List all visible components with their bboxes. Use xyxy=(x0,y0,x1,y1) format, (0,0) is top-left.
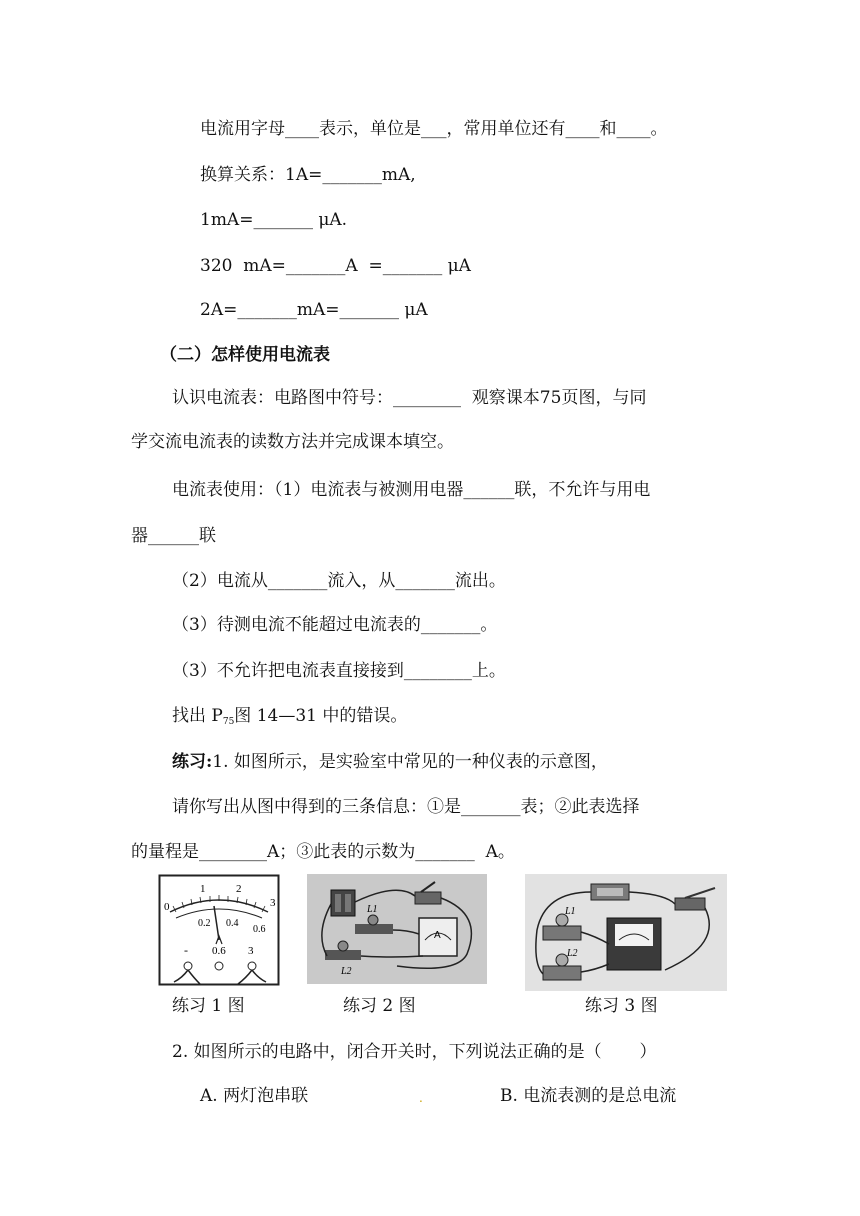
ammeter-symbol-line-1: 认识电流表：电路图中符号：________ 观察课本75页图，与同 xyxy=(172,388,647,408)
conversion-line-2a: 2A=_______mA=_______ μA xyxy=(200,300,428,320)
conversion-line-1ma: 1mA=_______ μA. xyxy=(200,210,348,230)
exercise-q2: 2. 如图所示的电路中，闭合开关时，下列说法正确的是（ ） xyxy=(172,1042,657,1062)
q2-option-a: A. 两灯泡串联 xyxy=(200,1086,309,1106)
find-prefix: 找出 P xyxy=(172,706,223,726)
usage-item-3a: （3）待测电流不能超过电流表的_______。 xyxy=(172,615,498,635)
terminal-0-6-label: 0.6 xyxy=(212,945,226,957)
scale-top-3: 3 xyxy=(270,897,276,909)
scale-top-0: 0 xyxy=(164,901,170,913)
scale-top-1: 1 xyxy=(200,883,206,895)
conversion-line-320ma: 320 mA=_______A =_______ μA xyxy=(200,256,471,276)
caption-figure-2: 练习 2 图 xyxy=(343,996,416,1016)
scale-bottom-0-4: 0.4 xyxy=(226,918,239,929)
fig2-label-l2: L2 xyxy=(341,966,352,977)
page-subscript: 75 xyxy=(222,717,235,727)
figure-ammeter-dial xyxy=(158,874,280,986)
fig2-meter-label: A xyxy=(434,930,441,941)
scale-bottom-0-6: 0.6 xyxy=(253,924,266,935)
exercise-label: 练习: xyxy=(172,752,213,772)
usage-item-2: （2）电流从_______流入，从_______流出。 xyxy=(172,571,506,591)
exercise-q1-line-3: 的量程是________A；③此表的示数为_______ A。 xyxy=(131,842,515,862)
exercise-q1-line-2: 请你写出从图中得到的三条信息：①是_______表；②此表选择 xyxy=(172,797,640,817)
scale-top-2: 2 xyxy=(236,883,242,895)
ammeter-usage-line-1: 电流表使用：（1）电流表与被测用电器______联，不允许与用电 xyxy=(172,480,651,500)
fig2-label-l1: L1 xyxy=(367,904,378,915)
q1-text: 1. 如图所示，是实验室中常见的一种仪表的示意图， xyxy=(212,752,608,772)
scale-bottom-0-2: 0.2 xyxy=(198,918,211,929)
q2-option-b: B. 电流表测的是总电流 xyxy=(500,1086,677,1106)
exercise-q1-line-1 xyxy=(172,750,608,774)
find-suffix: 图 14—31 中的错误。 xyxy=(234,706,408,726)
usage-item-3b: （3）不允许把电流表直接接到________上。 xyxy=(172,661,506,681)
terminal-3-label: 3 xyxy=(248,945,254,957)
stray-mark: . xyxy=(419,1091,423,1105)
find-errors-line xyxy=(172,704,407,734)
terminal-minus-label: - xyxy=(184,943,188,957)
section-heading: （二）怎样使用电流表 xyxy=(160,345,330,365)
caption-figure-3: 练习 3 图 xyxy=(585,996,658,1016)
caption-figure-1: 练习 1 图 xyxy=(172,996,245,1016)
fig3-label-l2: L2 xyxy=(567,948,578,959)
conversion-line-1a: 换算关系：1A=_______mA, xyxy=(200,165,416,185)
figure-circuit-2 xyxy=(307,874,487,984)
unit-question-line: 电流用字母____表示，单位是___，常用单位还有____和____。 xyxy=(200,119,668,139)
ammeter-usage-line-2: 器______联 xyxy=(131,526,216,546)
figure-circuit-3 xyxy=(525,874,727,991)
ammeter-symbol-line-2: 学交流电流表的读数方法并完成课本填空。 xyxy=(131,432,454,452)
fig3-label-l1: L1 xyxy=(565,906,576,917)
